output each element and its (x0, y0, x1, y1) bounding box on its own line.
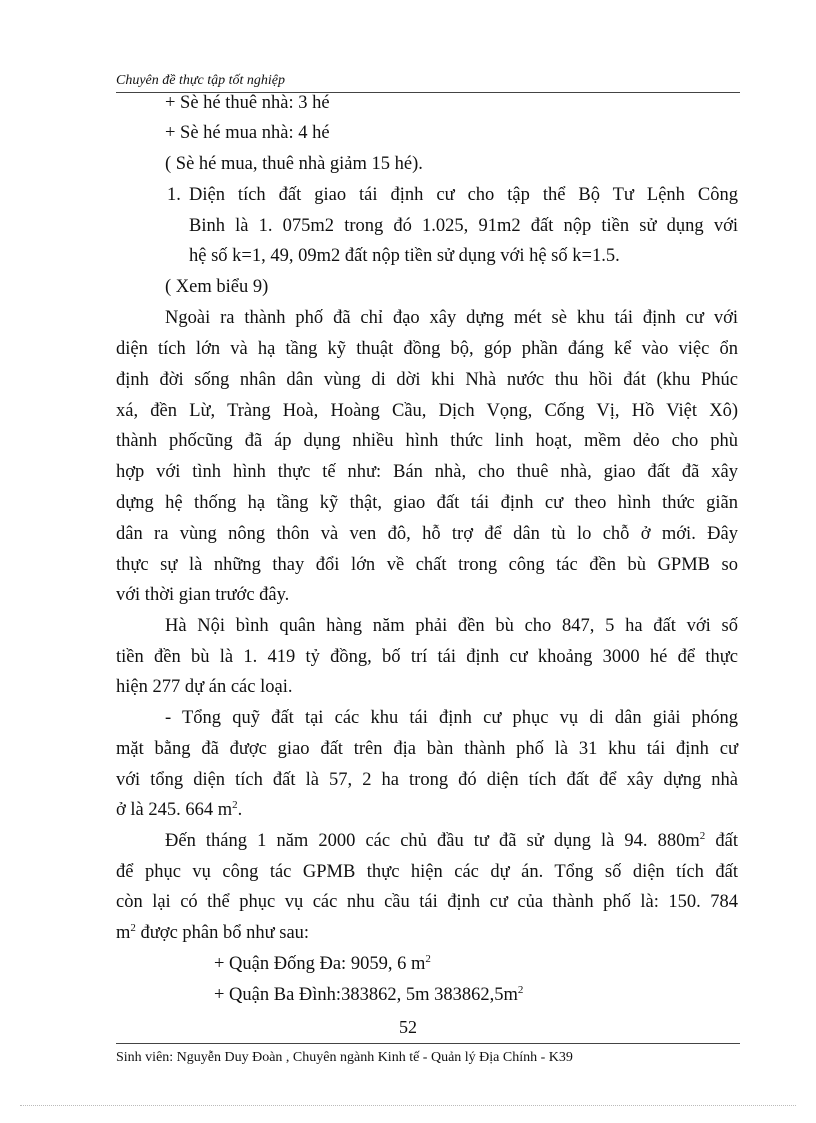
text-line: Diện tích đất giao tái định cư cho tập thể Bộ Tư Lệnh Công (189, 185, 738, 205)
text-line: còn lại có thể phục vụ các nhu cầu tái định cư của thành phố là: 150. 784 (116, 892, 738, 912)
text-line: thực sự là những thay đổi lớn về chất trong công tác đền bù GPMB so (116, 555, 738, 575)
text-line: Binh là 1. 075m2 trong đó 1.025, 91m2 đất nộp tiền sử dụng với (189, 216, 738, 236)
running-header: Chuyên đề thực tập tốt nghiệp (116, 73, 285, 88)
text-line: + Sè hé mua nhà: 4 hé (165, 123, 330, 143)
superscript: 2 (130, 921, 136, 934)
text-line: - Tổng quỹ đất tại các khu tái định cư phục vụ di dân giải phóng (165, 708, 738, 728)
text-line: Đến tháng 1 năm 2000 các chủ đầu tư đã sử dụng là 94. $880m^2$ đất (165, 829, 738, 851)
superscript: 2 (425, 952, 431, 965)
text-line: mặt bằng đã được giao đất trên địa bàn thành phố là 31 khu tái định cư (116, 739, 738, 759)
text-line: với thời gian trước đây. (116, 585, 290, 605)
text-line: định đời sống nhân dân vùng di dời khi Nhà nước thu hồi đát (khu Phúc (116, 370, 738, 390)
text-line: Ngoài ra thành phố đã chỉ đạo xây dựng mét sè khu tái định cư với (165, 308, 738, 328)
text-line: hợp với tình hình thực tế như: Bán nhà, cho thuê nhà, giao đất đã xây (116, 462, 738, 482)
superscript: 2 (517, 983, 524, 996)
bullet-line: + Quận Đống Đa: 9059, 6 $m^2$ (214, 952, 431, 974)
text-line: Hà Nội bình quân hàng năm phải đền bù cho 847, 5 ha đất với số (165, 616, 738, 636)
text-line: ( Xem biểu 9) (165, 277, 269, 297)
text-line: với tổng diện tích đất là 57, 2 ha trong đó diện tích đất để xây dựng nhà (116, 770, 738, 790)
text-line: xá, đền Lừ, Tràng Hoà, Hoàng Cầu, Dịch Vọng, Cống Vị, Hồ Việt Xô) (116, 401, 738, 421)
superscript: 2 (699, 829, 706, 842)
text-line: dựng hệ thống hạ tầng kỹ thật, giao đất tái định cư theo hình thức giãn (116, 493, 738, 513)
superscript: 2 (232, 798, 238, 811)
list-number: 1. (167, 185, 181, 205)
text-line: ( Sè hé mua, thuê nhà giảm 15 hé). (165, 154, 423, 174)
footer: Sinh viên: Nguyễn Duy Đoàn , Chuyên ngành Kinh tế - Quản lý Địa Chính - K39 (116, 1050, 573, 1065)
text-line: hệ số k=1, 49, 09m2 đất nộp tiền sử dụng với hệ số k=1.5. (189, 246, 620, 266)
text-line: diện tích lớn và hạ tầng kỹ thuật đồng bộ, góp phần đáng kể vào việc ổn (116, 339, 738, 359)
text-line: $m^2$ được phân bổ như sau: (116, 921, 310, 943)
text-line: tiền đền bù là 1. 419 tỷ đồng, bố trí tái định cư khoảng 3000 hé để thực (116, 647, 738, 667)
text-line: thành phốcũng đã áp dụng nhiều hình thức linh hoạt, mềm dẻo cho phù (116, 431, 738, 451)
text-line: ở là 245. 664 $m^2$. (116, 798, 243, 820)
page-edge (20, 1105, 796, 1106)
text-line: hiện 277 dự án các loại. (116, 677, 293, 697)
bullet-line: + Quận Ba Đình:383862, 5m $383862,5m^2$ (214, 983, 524, 1005)
page-number: 52 (399, 1017, 417, 1037)
footer-rule (116, 1043, 740, 1044)
text-line: để phục vụ công tác GPMB thực hiện các dự án. Tổng số diện tích đất (116, 862, 738, 882)
text-line: + Sè hé thuê nhà: 3 hé (165, 93, 330, 113)
text-line: dân ra vùng nông thôn và ven đô, hỗ trợ để dân tù lo chỗ ở mới. Đây (116, 524, 738, 544)
